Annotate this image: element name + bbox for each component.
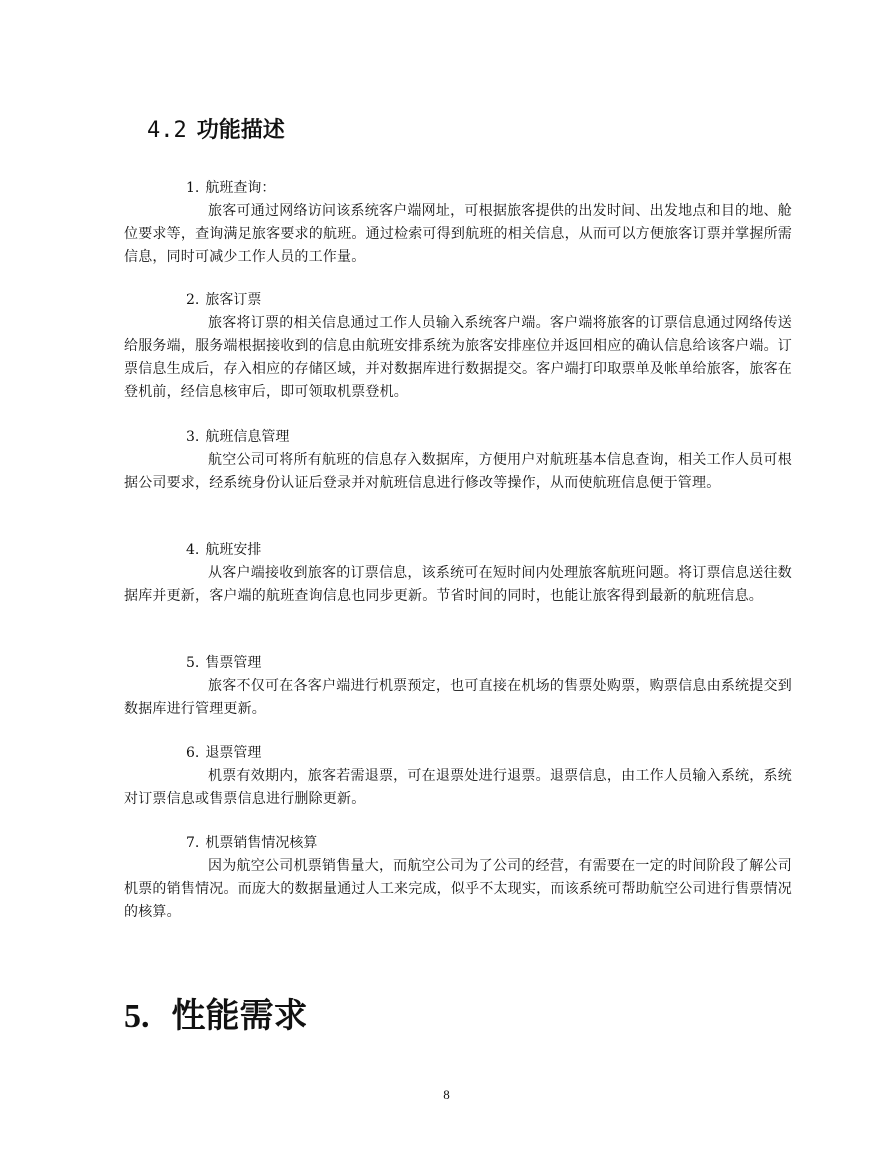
item-number: 1. <box>186 180 200 196</box>
item-body: 旅客可通过网络访问该系统客户端网址，可根据旅客提供的出发时间、出发地点和目的地、舱位要求等，查询满足旅客要求的航班。通过检索可得到航班的相关信息，从而可以方便旅客订票并掌握所需信息，同时可减少工作人员的工作量。 <box>124 203 792 265</box>
item-number: 7. <box>186 835 200 851</box>
item-number: 5. <box>186 655 200 671</box>
item-title-text: 航班信息管理 <box>205 429 290 445</box>
item-title-text: 航班安排 <box>205 542 262 558</box>
list-item-booking <box>124 289 792 404</box>
chapter-heading <box>124 995 308 1038</box>
chapter-number: 5. <box>124 998 150 1035</box>
item-title-text: 售票管理 <box>205 655 262 671</box>
item-body: 机票有效期内，旅客若需退票，可在退票处进行退票。退票信息，由工作人员输入系统，系统对订票信息或售票信息进行删除更新。 <box>124 768 792 807</box>
list-item-flight-info-management <box>124 426 792 495</box>
item-title <box>186 742 792 765</box>
chapter-title: 性能需求 <box>171 996 308 1036</box>
list-item-flight-query <box>124 177 792 269</box>
item-body: 因为航空公司机票销售量大，而航空公司为了公司的经营，有需要在一定的时间阶段了解公司机票的销售情况。而庞大的数据量通过人工来完成，似乎不太现实，而该系统可帮助航空公司进行售票情况的核算。 <box>124 858 792 920</box>
item-number: 4. <box>186 542 200 558</box>
item-number: 3. <box>186 429 200 445</box>
item-title-text: 机票销售情况核算 <box>205 835 318 851</box>
item-number: 2. <box>186 292 200 308</box>
list-item-sales-accounting <box>124 832 792 924</box>
item-body: 旅客将订票的相关信息通过工作人员输入系统客户端。客户端将旅客的订票信息通过网络传送给服务端，服务端根据接收到的信息由航班安排系统为旅客安排座位并返回相应的确认信息给该客户端。订票信息生成后，存入相应的存储区域，并对数据库进行数据提交。客户端打印取票单及帐单给旅客，旅客在登机前，经信息核审后，即可领取机票登机。 <box>124 315 792 400</box>
item-body: 从客户端接收到旅客的订票信息，该系统可在短时间内处理旅客航班问题。将订票信息送往数据库并更新，客户端的航班查询信息也同步更新。节省时间的同时，也能让旅客得到最新的航班信息。 <box>124 565 792 604</box>
item-title-text: 退票管理 <box>205 745 262 761</box>
list-item-refund <box>124 742 792 811</box>
item-number: 6. <box>186 745 200 761</box>
list-item-ticket-sales <box>124 652 792 721</box>
item-title <box>186 289 792 312</box>
item-title-text: 旅客订票 <box>205 292 262 308</box>
item-title <box>186 177 792 200</box>
item-title <box>186 539 792 562</box>
item-title-text: 航班查询： <box>205 180 276 196</box>
item-body: 旅客不仅可在各客户端进行机票预定，也可直接在机场的售票处购票，购票信息由系统提交到数据库进行管理更新。 <box>124 678 792 717</box>
item-body: 航空公司可将所有航班的信息存入数据库，方便用户对航班基本信息查询，相关工作人员可根据公司要求，经系统身份认证后登录并对航班信息进行修改等操作，从而使航班信息便于管理。 <box>124 452 792 491</box>
page-number: 8 <box>443 1087 450 1102</box>
item-title <box>186 426 792 449</box>
item-title <box>186 832 792 855</box>
item-title <box>186 652 792 675</box>
list-item-flight-scheduling <box>124 539 792 608</box>
section-heading <box>147 116 285 145</box>
section-title: 功能描述 <box>196 117 285 143</box>
section-number: 4.2 <box>147 118 187 143</box>
